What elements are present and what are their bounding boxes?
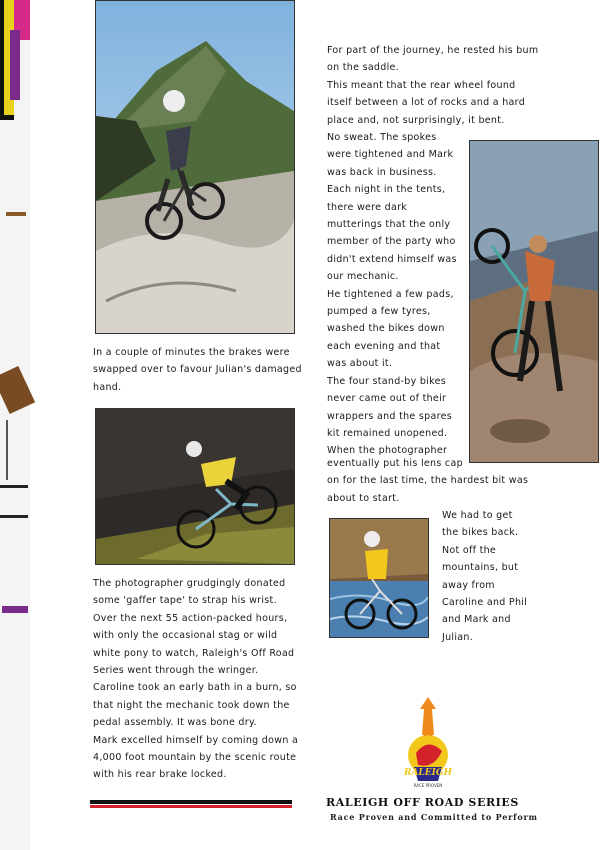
body-line: our mechanic. bbox=[327, 271, 399, 283]
body-line: wrappers and the spares bbox=[327, 410, 452, 422]
body-line: Series went through the wringer. bbox=[93, 665, 259, 677]
body-line: member of the party who bbox=[327, 236, 456, 248]
body-line: We had to get bbox=[442, 510, 513, 521]
photo-rider-water bbox=[329, 518, 429, 638]
body-line: kit remained unopened. bbox=[327, 427, 448, 439]
body-line: No sweat. The spokes bbox=[327, 132, 437, 143]
strip-line-2 bbox=[0, 515, 28, 518]
body-text-right-narrow bbox=[327, 129, 457, 460]
footer-tagline: Race Proven and Committed to Perform bbox=[330, 812, 538, 822]
body-line: For part of the journey, he rested his bum bbox=[327, 45, 539, 56]
body-line: Caroline and Phil bbox=[442, 597, 528, 609]
body-line: Julian. bbox=[442, 631, 474, 643]
body-line: The photographer grudgingly donated bbox=[93, 578, 286, 589]
body-line: Caroline took an early bath in a burn, so bbox=[93, 682, 297, 694]
strip-purple-tab bbox=[2, 606, 28, 613]
body-line: itself between a lot of rocks and a hard bbox=[327, 97, 526, 109]
body-line: This meant that the rear wheel found bbox=[327, 79, 516, 91]
body-line: was about it. bbox=[327, 358, 393, 370]
body-line: white pony to watch, Raleigh's Off Road bbox=[93, 647, 295, 659]
strip-purple-band bbox=[10, 30, 20, 100]
body-line: mountains, but bbox=[442, 562, 519, 574]
strip-line-1 bbox=[0, 485, 28, 488]
logo-subtext: RACE PROVEN bbox=[413, 783, 443, 788]
body-line: with his rear brake locked. bbox=[93, 769, 227, 781]
body-text-right-bottom bbox=[442, 507, 527, 646]
body-line: mutterings that the only bbox=[327, 219, 451, 231]
photo-rider-slope bbox=[95, 408, 295, 565]
body-line: 4,000 foot mountain by the scenic route bbox=[93, 752, 297, 764]
body-line: pumped a few tyres, bbox=[327, 306, 431, 318]
body-line: place and, not surprisingly, it bent. bbox=[327, 114, 505, 126]
left-edge-strip bbox=[0, 0, 30, 850]
body-line: and Mark and bbox=[442, 614, 511, 626]
footer-rule-red bbox=[90, 805, 292, 808]
caption-brakes-line: swapped over to favour Julian's damaged bbox=[93, 364, 302, 376]
footer-rule-black bbox=[90, 800, 292, 804]
body-text-right-top bbox=[327, 42, 538, 129]
body-line: that night the mechanic took down the bbox=[93, 699, 290, 711]
raleigh-logo bbox=[398, 695, 458, 790]
body-line: about to start. bbox=[327, 492, 400, 504]
body-line: eventually put his lens cap bbox=[327, 458, 463, 469]
caption-brakes-line: In a couple of minutes the brakes were bbox=[93, 347, 290, 358]
body-line: the bikes back. bbox=[442, 527, 519, 539]
strip-bike-frame bbox=[0, 366, 35, 414]
body-text-right-wide bbox=[327, 455, 528, 507]
photo-rider-carrying-bike bbox=[469, 140, 599, 463]
body-line: some 'gaffer tape' to strap his wrist. bbox=[93, 595, 277, 607]
body-line: was back in business. bbox=[327, 166, 437, 178]
photo-rider-mountain bbox=[95, 0, 295, 334]
body-line: away from bbox=[442, 579, 495, 591]
body-line: The four stand-by bikes bbox=[327, 375, 446, 387]
body-line: He tightened a few pads, bbox=[327, 288, 454, 300]
body-line: there were dark bbox=[327, 201, 408, 213]
body-line: pedal assembly. It was bone dry. bbox=[93, 717, 257, 729]
body-line: on for the last time, the hardest bit was bbox=[327, 475, 529, 487]
footer-title: RALEIGH OFF ROAD SERIES bbox=[326, 796, 519, 809]
body-line: didn't extend himself was bbox=[327, 253, 457, 265]
caption-brakes bbox=[93, 344, 302, 396]
caption-brakes-line: hand. bbox=[93, 381, 122, 393]
body-line: Each night in the tents, bbox=[327, 184, 446, 196]
body-line: never came out of their bbox=[327, 393, 447, 405]
body-line: were tightened and Mark bbox=[327, 149, 454, 161]
body-line: on the saddle. bbox=[327, 62, 399, 74]
strip-brown-mark bbox=[6, 212, 26, 216]
body-line: Mark excelled himself by coming down a bbox=[93, 734, 299, 746]
body-line: each evening and that bbox=[327, 340, 441, 352]
body-line: with only the occasional stag or wild bbox=[93, 630, 278, 642]
body-line: Over the next 55 action-packed hours, bbox=[93, 612, 288, 624]
strip-chain bbox=[6, 420, 8, 480]
logo-text: RALEIGH bbox=[403, 768, 453, 778]
body-line: When the photographer bbox=[327, 445, 448, 457]
body-text-left bbox=[93, 575, 298, 784]
body-line: Not off the bbox=[442, 544, 497, 556]
body-line: washed the bikes down bbox=[327, 323, 445, 335]
